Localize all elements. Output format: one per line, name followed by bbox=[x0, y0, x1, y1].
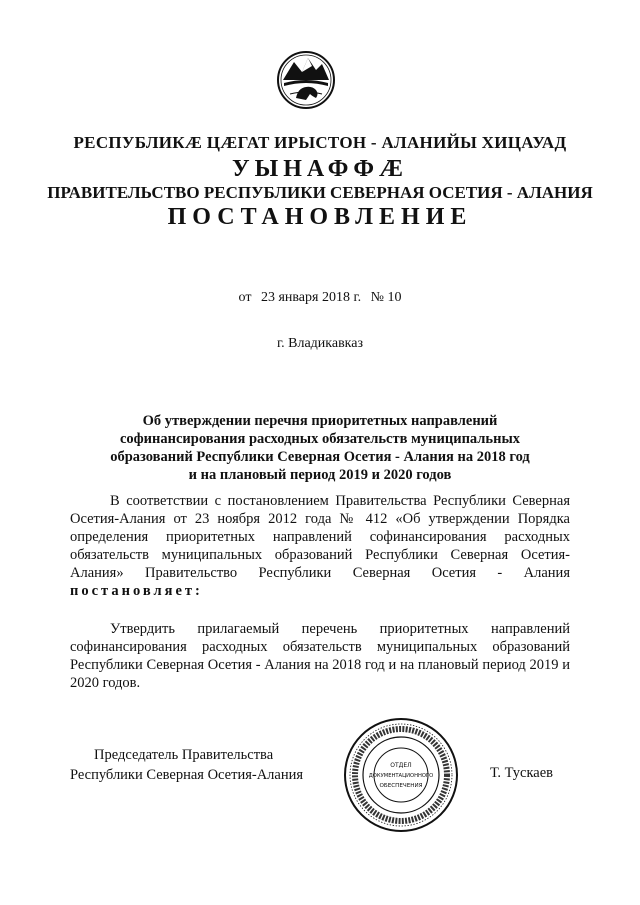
paragraph-1-text: В соответствии с постановлением Правительства Республики Северная Осетия-Алания от 23 ноября 2012 года № 412 «Об утверждении Порядка определения приоритетных направлений софинансирования расходных обязательств муниципальных образований Республики Северная Осетия-Алания» Правительство Республики Северная Осетия - Алания bbox=[70, 493, 570, 581]
ossetian-decree-title: УЫНАФФÆ bbox=[232, 156, 408, 182]
position-line-2: Республики Северная Осетия-Алания bbox=[70, 767, 304, 783]
russian-government-title: ПРАВИТЕЛЬСТВО РЕСПУБЛИКИ СЕВЕРНАЯ ОСЕТИЯ - АЛАНИЯ bbox=[47, 183, 593, 202]
resolves-word: постановляет: bbox=[70, 583, 203, 599]
city-name: г. Владикавказ bbox=[276, 336, 364, 351]
decree-subject: Об утверждении перечня приоритетных направлений софинансирования расходных обязательств муниципальных образований Республики Северная Осетия - Алания на 2018 год и на плановый период 2019 и 2020 годов bbox=[110, 413, 530, 483]
seal-line-1: ОТДЕЛ bbox=[390, 762, 412, 769]
russian-decree-title: ПОСТАНОВЛЕНИЕ bbox=[167, 204, 473, 230]
coat-of-arms-icon bbox=[276, 50, 336, 110]
decree-dateline bbox=[0, 290, 640, 306]
seal-line-2: ДОКУМЕНТАЦИОННОГО bbox=[368, 773, 434, 779]
decree-date: 23 января 2018 г. bbox=[260, 290, 362, 305]
body-paragraph-1 bbox=[70, 492, 570, 600]
official-seal-icon bbox=[342, 716, 460, 834]
signatory-position bbox=[70, 745, 303, 785]
signatory-name: Т. Тускаев bbox=[490, 765, 554, 781]
date-prefix: от bbox=[238, 290, 252, 305]
body-paragraph-2 bbox=[70, 620, 570, 692]
seal-line-3: ОБЕСПЕЧЕНИЯ bbox=[379, 783, 423, 789]
paragraph-2-text: Утвердить прилагаемый перечень приоритетных направлений софинансирования расходных обязательств муниципальных образований Республики Северная Осетия - Алания на 2018 год и на плановый период 2019 и 2020 годов. bbox=[70, 621, 570, 691]
ossetian-government-title: РЕСПУБЛИКÆ ЦÆГАТ ИРЫСТОН - АЛАНИЙЫ ХИЦАУАД bbox=[73, 133, 567, 152]
decree-number: № 10 bbox=[370, 290, 402, 305]
position-line-1: Председатель Правительства bbox=[94, 747, 274, 763]
